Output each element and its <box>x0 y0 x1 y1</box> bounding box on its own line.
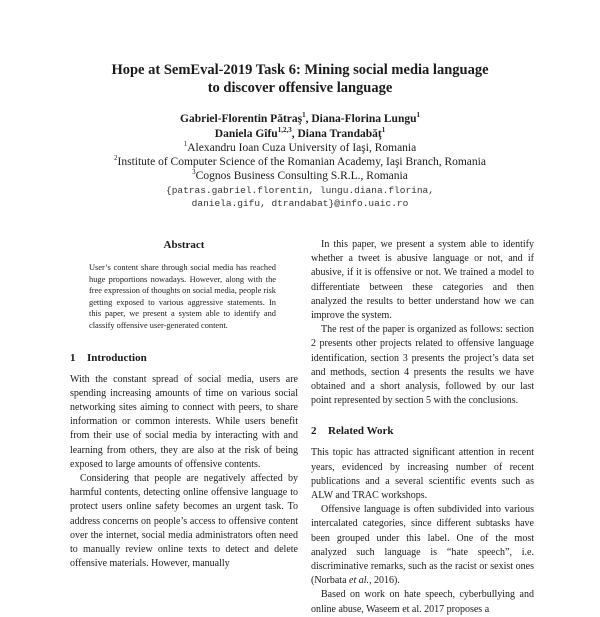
author-list <box>60 112 540 142</box>
affiliation-text: Alexandru Ioan Cuza University of Iaşi, Romania <box>187 142 417 154</box>
author-name: Gabriel-Florentin Pătraş <box>180 113 303 125</box>
author-name: Diana Trandabăţ <box>297 128 382 140</box>
author-name: Daniela Gîfu <box>214 128 278 140</box>
affiliation-marker: 3 <box>192 168 196 177</box>
section-title: Introduction <box>87 351 147 364</box>
paper-title <box>60 61 540 97</box>
email-line-1: {patras.gabriel.florentin, lungu.diana.florina, <box>166 185 434 196</box>
author-line-1 <box>60 112 540 127</box>
paragraph: Considering that people are negatively affected by harmful contents, detecting online offensive language to protect users online safety becomes an urgent task. To address concerns on people’s access to offensive content over the internet, social media administrators often need to manually review online texts to detect and delete offensive materials. However, manually <box>70 472 298 570</box>
abstract-text: User’s content share through social media has reached huge proportions nowadays. However, along with the free expression of thoughts on social media, people risk getting exposed to various aggressive statements. In this paper, we present a system able to identify and classify offensive user-generated content. <box>89 263 276 330</box>
affiliation-marker: 2 <box>114 154 118 163</box>
affiliation <box>60 169 540 183</box>
abstract-heading: Abstract <box>163 239 205 251</box>
author-separator: , <box>305 113 312 125</box>
affiliation-text: Institute of Computer Science of the Romanian Academy, Iaşi Branch, Romania <box>117 156 486 168</box>
affiliation <box>60 155 540 169</box>
author-affil-marker: 1 <box>381 126 386 135</box>
author-separator: , <box>291 128 298 140</box>
paragraph <box>311 503 534 588</box>
affiliation-text: Cognos Business Consulting S.R.L., Romania <box>195 170 408 182</box>
paragraph-text: , 2016). <box>369 575 400 587</box>
affiliation-marker: 1 <box>183 140 188 149</box>
affiliation <box>60 141 540 155</box>
author-name: Diana-Florina Lungu <box>311 113 417 125</box>
paragraph-text: Offensive language is often subdivided into various intercalated categories, since different subtasks have been grouped under this label. One of the most analyzed such language is “hate speech”, i.e. discriminative remarks, such as the racist or sexist ones (Norbata <box>311 504 534 587</box>
left-column <box>70 238 298 571</box>
email-block <box>60 184 540 210</box>
title-line-2: to discover offensive language <box>207 80 393 96</box>
section-title: Related Work <box>328 425 394 438</box>
citation-etal: et al. <box>349 575 370 587</box>
author-line-2 <box>60 127 540 142</box>
section-number: 2 <box>311 425 317 438</box>
author-affil-marker: 1,2,3 <box>277 126 292 135</box>
section-heading-related-work <box>311 424 534 438</box>
author-affil-marker: 1 <box>416 111 420 120</box>
paragraph: Based on work on hate speech, cyberbullying and online abuse, Waseem et al. 2017 proposes a <box>311 589 534 615</box>
section-heading-introduction <box>70 351 298 365</box>
paragraph: With the constant spread of social media, users are spending increasing amounts of time on various social networking sites aiming to connect with peers, to share information or common interests. While users benefit from their use of social media by interacting with and learning from others, they are also at the risk of being exposed to large amounts of offensive contents. <box>70 373 298 470</box>
affiliation-list <box>60 141 540 183</box>
right-column <box>311 238 534 617</box>
title-line-1: Hope at SemEval-2019 Task 6: Mining social media language <box>111 62 489 78</box>
author-affil-marker: 1 <box>302 111 306 120</box>
paragraph: In this paper, we present a system able to identify whether a tweet is abusive language or not, and if abusive, if it is offensive or not. We trained a model to differentiate between these categories and then analyzed the results to better understand how we can improve the system. <box>311 239 534 322</box>
paragraph: The rest of the paper is organized as follows: section 2 presents other projects related to offensive language identification, section 3 presents the project’s data set and methods, section 4 presents the results we have obtained and a short analysis, followed by our last point represented by section 5 with the conclusions. <box>311 324 534 407</box>
email-line-2: daniela.gifu, dtrandabat}@info.uaic.ro <box>191 198 409 209</box>
paragraph: This topic has attracted significant attention in recent years, evidenced by increasing number of recent publications and a several scientific events such as ALW and TRAC workshops. <box>311 447 534 502</box>
section-number: 1 <box>70 351 76 364</box>
